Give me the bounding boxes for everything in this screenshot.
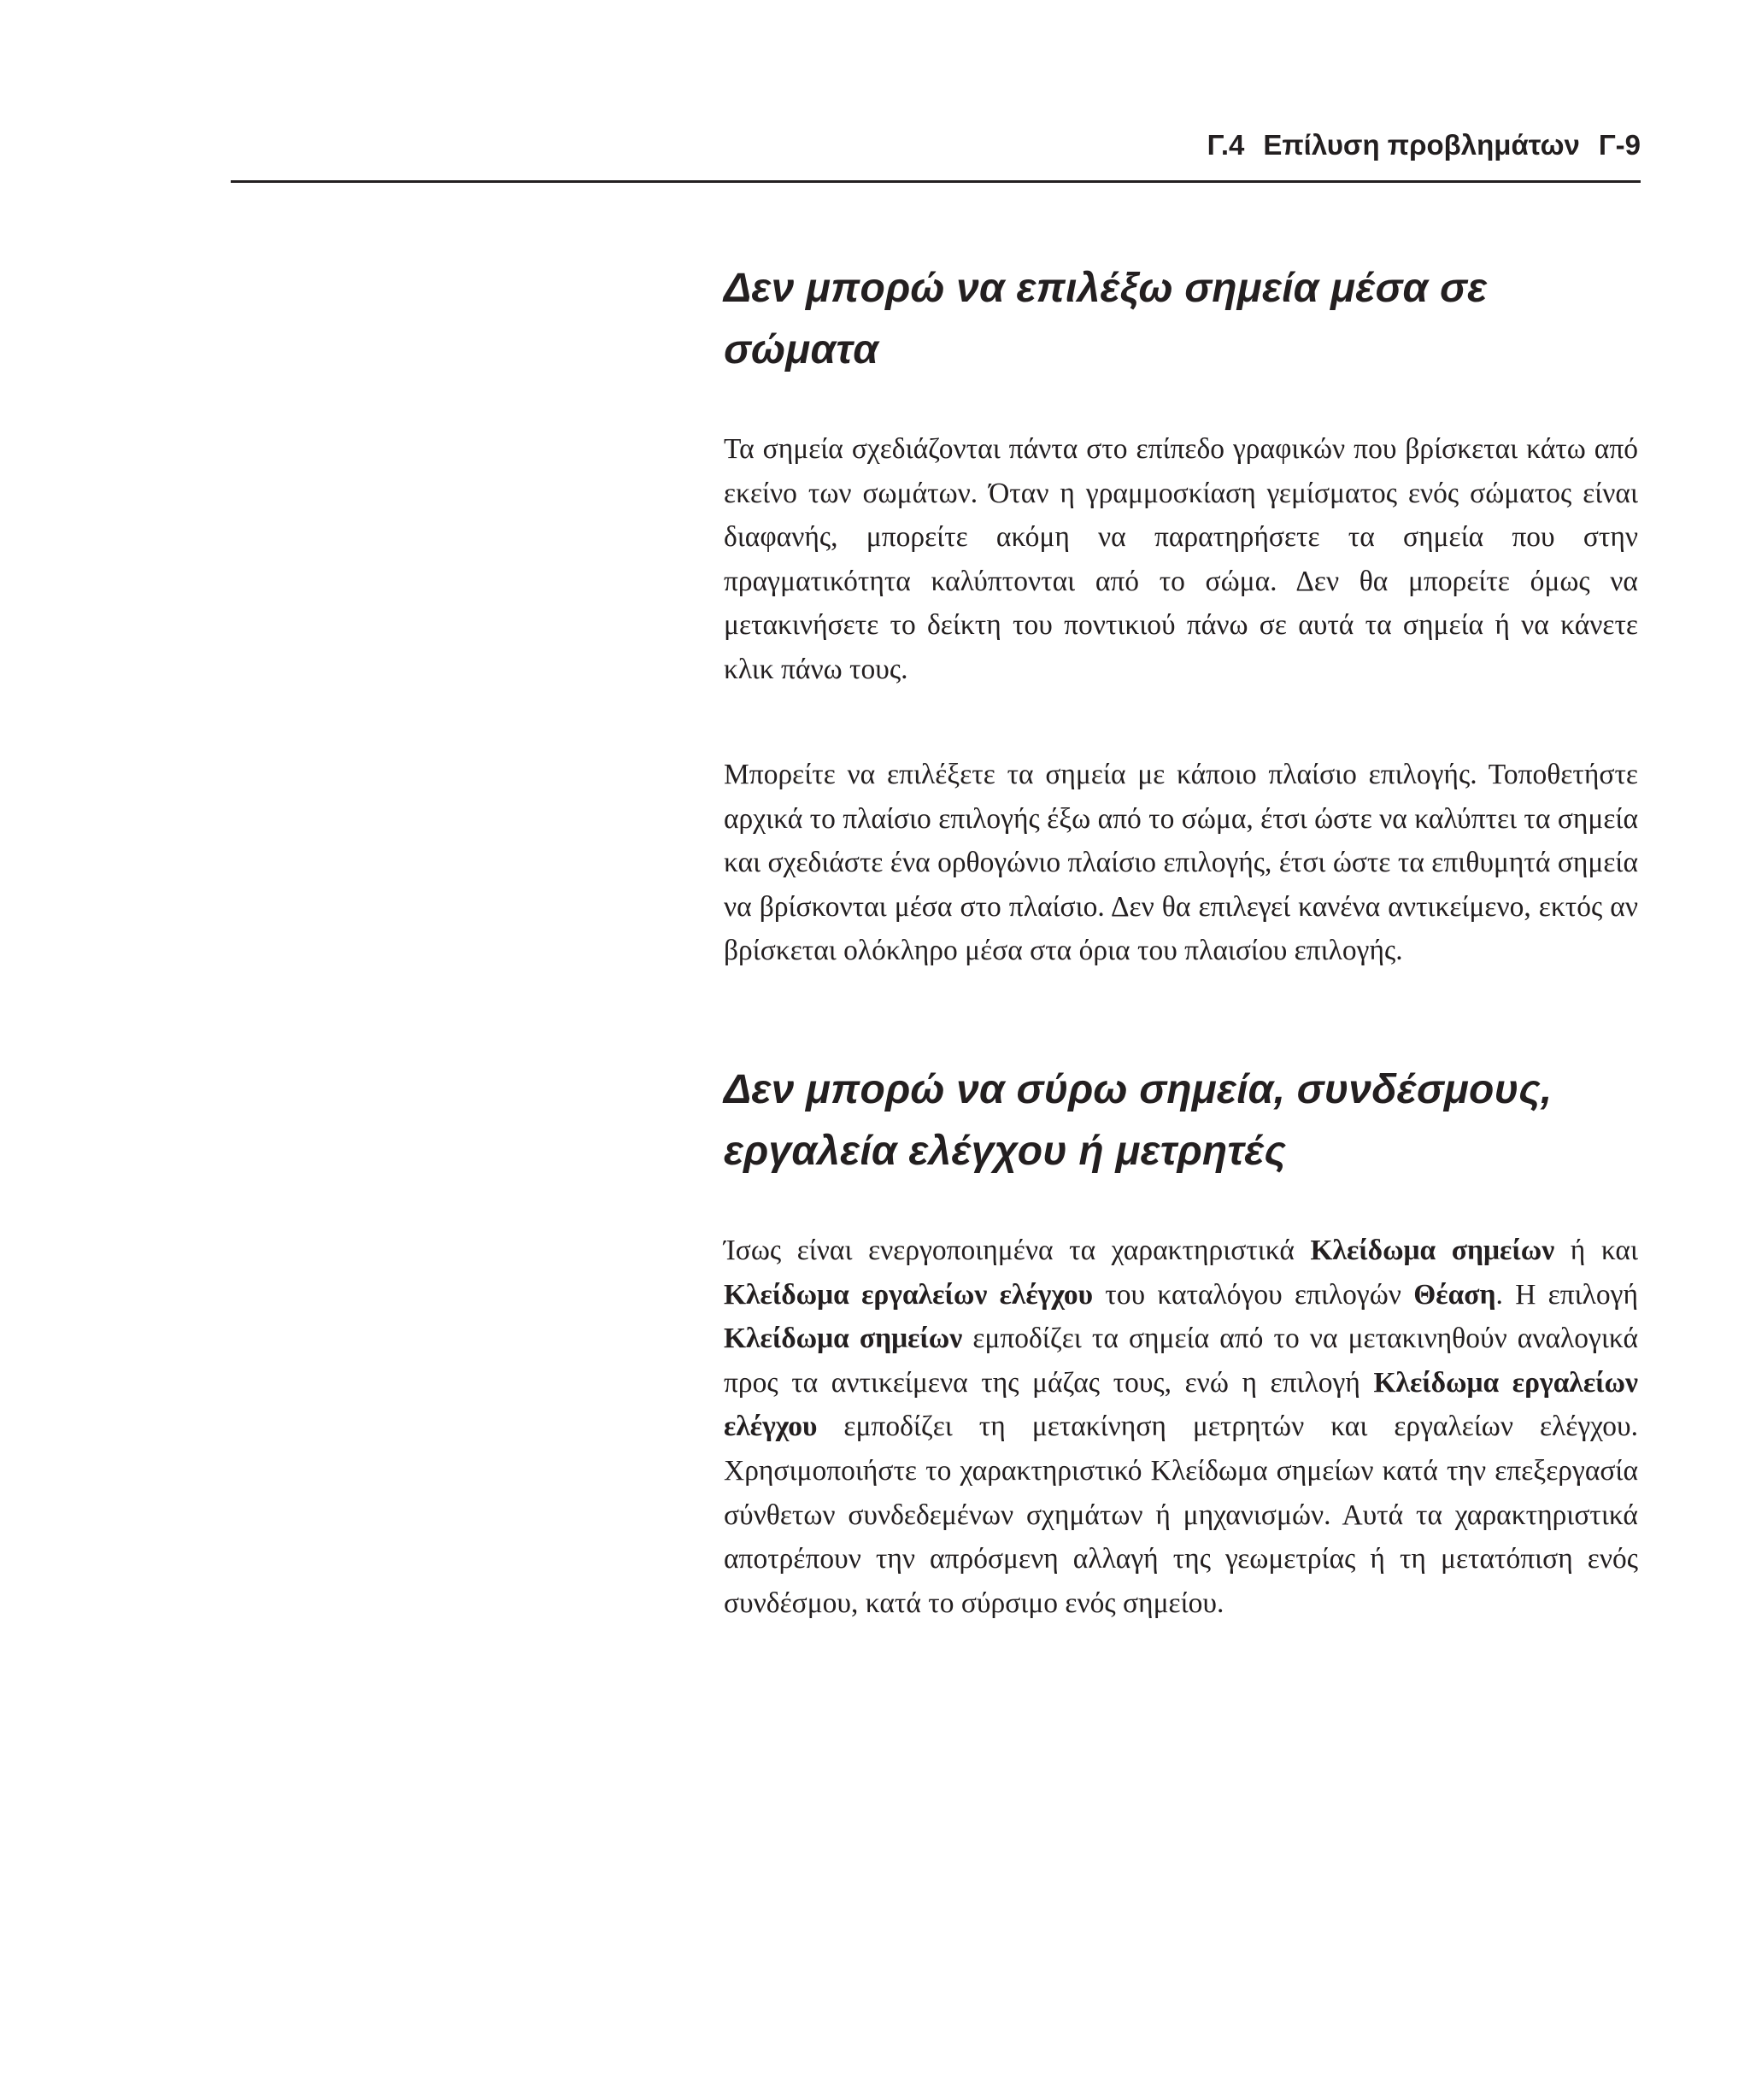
section-title: Επίλυση προβλημάτων <box>1263 129 1580 161</box>
body-text: Ίσως είναι ενεργοποιημένα τα χαρακτηριστικά <box>724 1235 1311 1266</box>
body-text: εμποδίζει τα σημεία από το να μετακινηθούν αναλογικά προς τα αντικείμενα της μάζας τους, ενώ η επιλογή <box>724 1323 1638 1399</box>
menu-name-view: Θέαση <box>1413 1278 1496 1311</box>
body-paragraph <box>724 1229 1638 1625</box>
menu-option-lock-points: Κλείδωμα σημείων <box>724 1323 963 1355</box>
running-head <box>231 128 1641 162</box>
body-text: ή και <box>1554 1235 1638 1266</box>
menu-option-lock-controls: Κλείδωμα εργαλείων ελέγχου <box>724 1366 1638 1443</box>
section-heading: Δεν μπορώ να επιλέξω σημεία μέσα σε σώματα <box>724 266 1488 372</box>
body-text: . Η επιλογή <box>1495 1278 1638 1311</box>
body-text: του καταλόγου επιλογών <box>1092 1278 1414 1311</box>
body-text: εμποδίζει τη μετακίνηση μετρητών και εργαλείων ελέγχου. Χρησιμοποιήστε το χαρακτηριστικό Κλείδωμα σημείων κατά την επεξεργασία σύνθετων συνδεδεμένων σχημάτων ή μηχανισμών. Αυτά τα χαρακτηριστικά αποτρέπουν την απρόσμενη αλλαγή της γεωμετρίας ή τη μετατόπιση ενός συνδέσμου, κατά το σύρσιμο ενός σημείου. <box>724 1411 1638 1619</box>
menu-option-lock-controls: Κλείδωμα εργαλείων ελέγχου <box>724 1278 1093 1311</box>
section-number: Γ.4 <box>1207 129 1245 161</box>
page-number: Γ-9 <box>1598 129 1641 161</box>
section-heading: Δεν μπορώ να σύρω σημεία, συνδέσμους, εργαλεία ελέγχου ή μετρητές <box>724 1067 1553 1174</box>
body-paragraph: Τα σημεία σχεδιάζονται πάντα στο επίπεδο γραφικών που βρίσκεται κάτω από εκείνο των σωμάτων. Όταν η γραμμοσκίαση γεμίσματος ενός σώματος είναι διαφανής, μπορείτε ακόμη να παρατηρήσετε τα σημεία που στην πραγματικότητα καλύπτονται από το σώμα. Δεν θα μπορείτε όμως να μετακινήσετε το δείκτη του ποντικιού πάνω σε αυτά τα σημεία ή να κάνετε κλικ πάνω τους. <box>724 433 1638 685</box>
header-rule <box>231 180 1641 183</box>
body-paragraph: Μπορείτε να επιλέξετε τα σημεία με κάποιο πλαίσιο επιλογής. Τοποθετήστε αρχικά το πλαίσιο επιλογής έξω από το σώμα, έτσι ώστε να καλύπτει τα σημεία και σχεδιάστε ένα ορθογώνιο πλαίσιο επιλογής, έτσι ώστε τα επιθυμητά σημεία να βρίσκονται μέσα στο πλαίσιο. Δεν θα επιλεγεί κανένα αντικείμενο, εκτός αν βρίσκεται ολόκληρο μέσα στα όρια του πλαισίου επιλογής. <box>724 759 1638 967</box>
menu-option-lock-points: Κλείδωμα σημείων <box>1310 1235 1555 1266</box>
